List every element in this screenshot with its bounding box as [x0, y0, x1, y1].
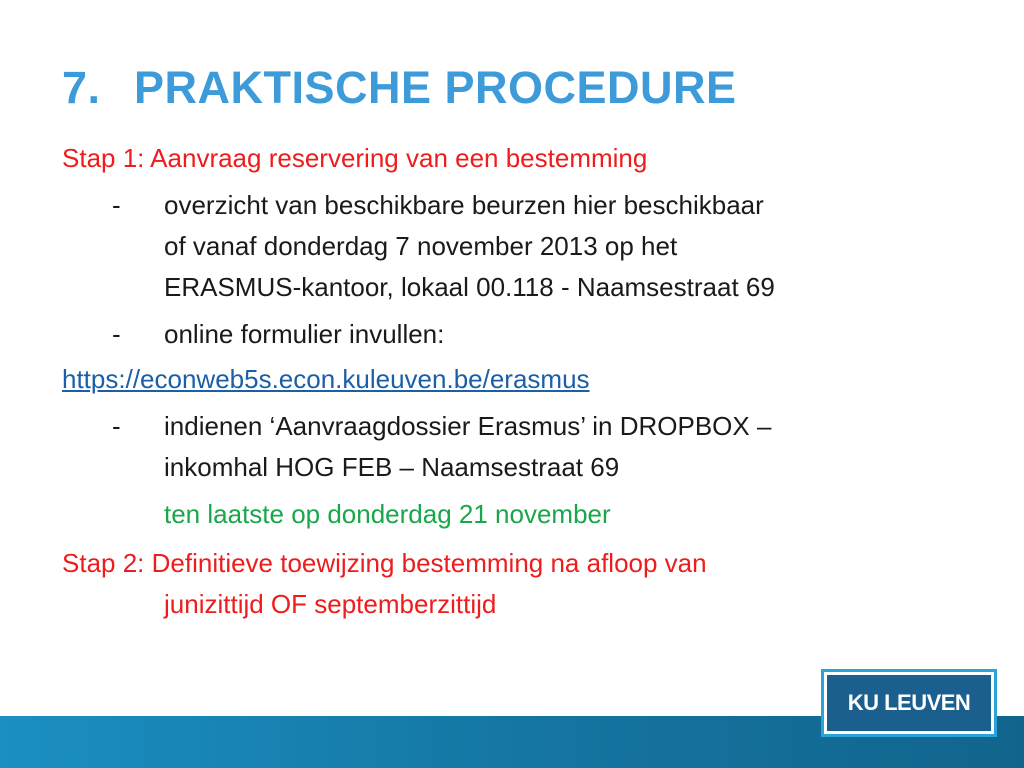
bullet-dash: -	[112, 190, 121, 220]
bullet-item-overzicht	[112, 185, 1002, 308]
bullet-item-indienen	[112, 406, 1002, 488]
slide-title	[62, 62, 737, 114]
bullet-dash: -	[112, 411, 121, 441]
bullet-line: ERASMUS-kantoor, lokaal 00.118 - Naamsestraat 69	[164, 272, 775, 302]
ku-leuven-logo	[824, 672, 994, 734]
bullet-text	[164, 406, 771, 488]
bullet-text	[164, 185, 775, 308]
bullet-line: indienen ‘Aanvraagdossier Erasmus’ in DROPBOX –	[164, 411, 772, 441]
bullet-line: online formulier invullen:	[164, 319, 445, 349]
step-2-heading	[62, 543, 1002, 625]
deadline-note: ten laatste op donderdag 21 november	[164, 499, 611, 529]
slide-body	[62, 138, 1002, 625]
step-1-heading: Stap 1: Aanvraag reservering van een bestemming	[62, 143, 648, 173]
step-2-line: Stap 2: Definitieve toewijzing bestemming na afloop van	[62, 548, 707, 578]
bullet-item-online-formulier	[112, 314, 1002, 355]
title-text: PRAKTISCHE PROCEDURE	[134, 62, 737, 113]
bullet-line: of vanaf donderdag 7 november 2013 op het	[164, 231, 678, 261]
erasmus-link[interactable]: https://econweb5s.econ.kuleuven.be/erasmus	[62, 364, 590, 394]
bullet-line: overzicht van beschikbare beurzen hier beschikbaar	[164, 190, 764, 220]
step-2-line: junizittijd OF septemberzittijd	[164, 589, 497, 619]
title-number: 7.	[62, 62, 101, 113]
bullet-dash: -	[112, 319, 121, 349]
bullet-text	[164, 314, 444, 355]
bullet-line: inkomhal HOG FEB – Naamsestraat 69	[164, 452, 620, 482]
logo-text: KU LEUVEN	[847, 690, 971, 715]
